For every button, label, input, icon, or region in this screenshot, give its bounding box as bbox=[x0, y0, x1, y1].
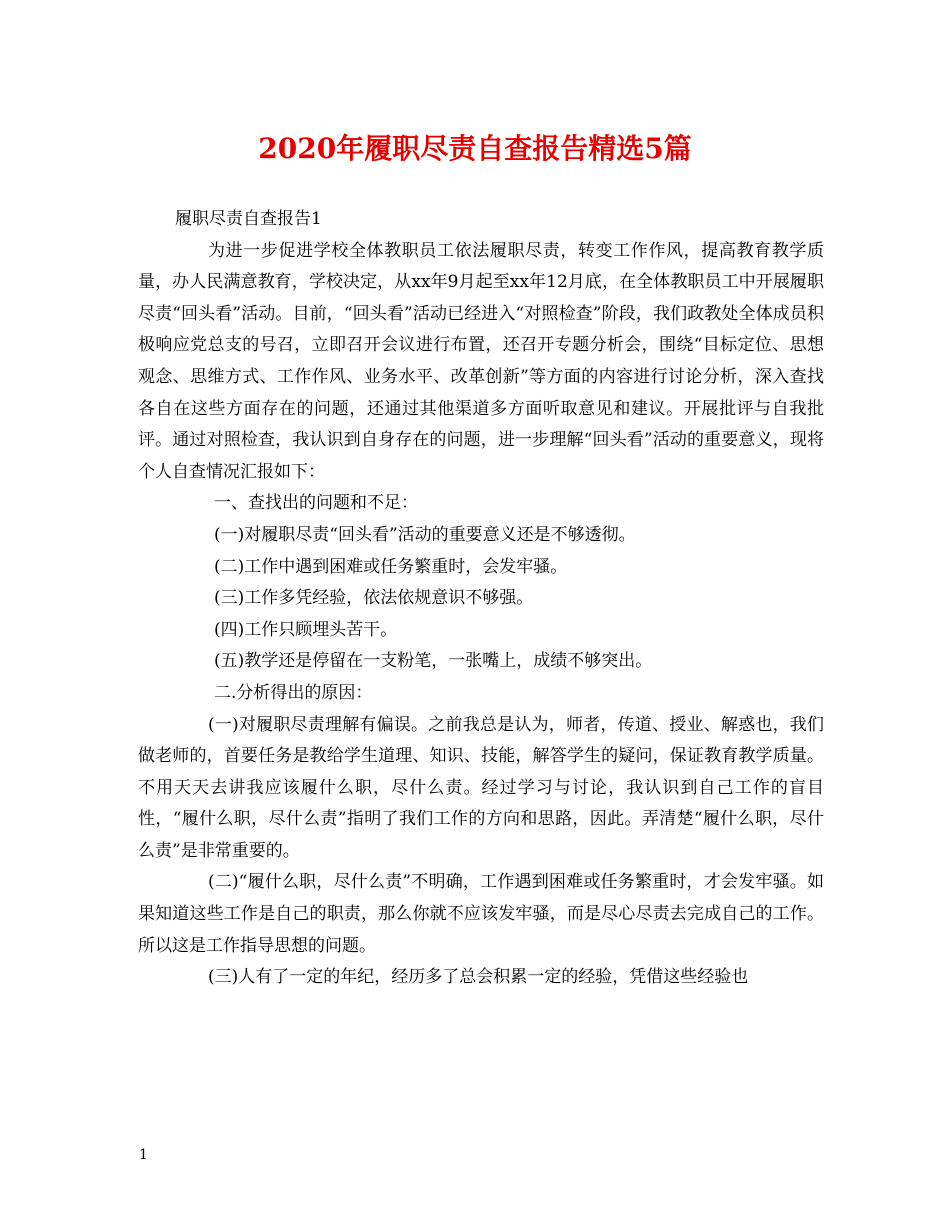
section1-item: (一)对履职尽责“回头看”活动的重要意义还是不够透彻。 bbox=[214, 524, 636, 545]
section1-item: (五)教学还是停留在一支粉笔，一张嘴上，成绩不够突出。 bbox=[214, 651, 653, 672]
report-subheading: 履职尽责自查报告1 bbox=[175, 209, 322, 229]
section2-paragraph: (一)对履职尽责理解有偏误。之前我总是认为，师者，传道、授业、解惑也，我们做老师的，首要任务是教给学生道理、知识、技能，解答学生的疑问，保证教育教学质量。不用天天去讲我应该履什么职，尽什么责。经过学习与讨论，我认识到自己工作的盲目性，“履什么职，尽什么责”指明了我们工作的方向和思路，因此。弄清楚“履什么职，尽什么责”是非常重要的。 bbox=[138, 714, 824, 861]
document-body bbox=[138, 204, 824, 994]
section2-paragraph: (二)“履什么职，尽什么责”不明确，工作遇到困难或任务繁重时，才会发牢骚。如果知道这些工作是自己的职责，那么你就不应该发牢骚，而是尽心尽责去完成自己的工作。所以这是工作指导思想的问题。 bbox=[138, 872, 824, 956]
section2-heading: 二.分析得出的原因： bbox=[214, 682, 373, 703]
section1-item: (四)工作只顾埋头苦干。 bbox=[214, 619, 398, 640]
section1-heading: 一、查找出的问题和不足： bbox=[214, 493, 418, 514]
page-number: 1 bbox=[139, 1147, 148, 1163]
section1-item: (三)工作多凭经验，依法依规意识不够强。 bbox=[214, 588, 534, 609]
intro-paragraph: 为进一步促进学校全体教职员工依法履职尽责，转变工作作风，提高教育教学质量，办人民满意教育，学校决定，从xx年9月起至xx年12月底，在全体教职员工中开展履职尽责“回头看”活动。目前，“回头看”活动已经进入“对照检查”阶段，我们政教处全体成员积极响应党总支的号召，立即召开会议进行布置，还召开专题分析会，围绕“目标定位、思想观念、思维方式、工作作风、业务水平、改革创新”等方面的内容进行讨论分析，深入查找各自在这些方面存在的问题，还通过其他渠道多方面听取意见和建议。开展批评与自我批评。通过对照检查，我认识到自身存在的问题，进一步理解“回头看”活动的重要意义，现将个人自查情况汇报如下： bbox=[138, 240, 824, 482]
section2-paragraph: (三)人有了一定的年纪，经历多了总会积累一定的经验，凭借这些经验也 bbox=[208, 967, 749, 988]
section1-item: (二)工作中遇到困难或任务繁重时，会发牢骚。 bbox=[214, 556, 568, 577]
document-title: 2020年履职尽责自查报告精选5篇 bbox=[258, 132, 692, 165]
